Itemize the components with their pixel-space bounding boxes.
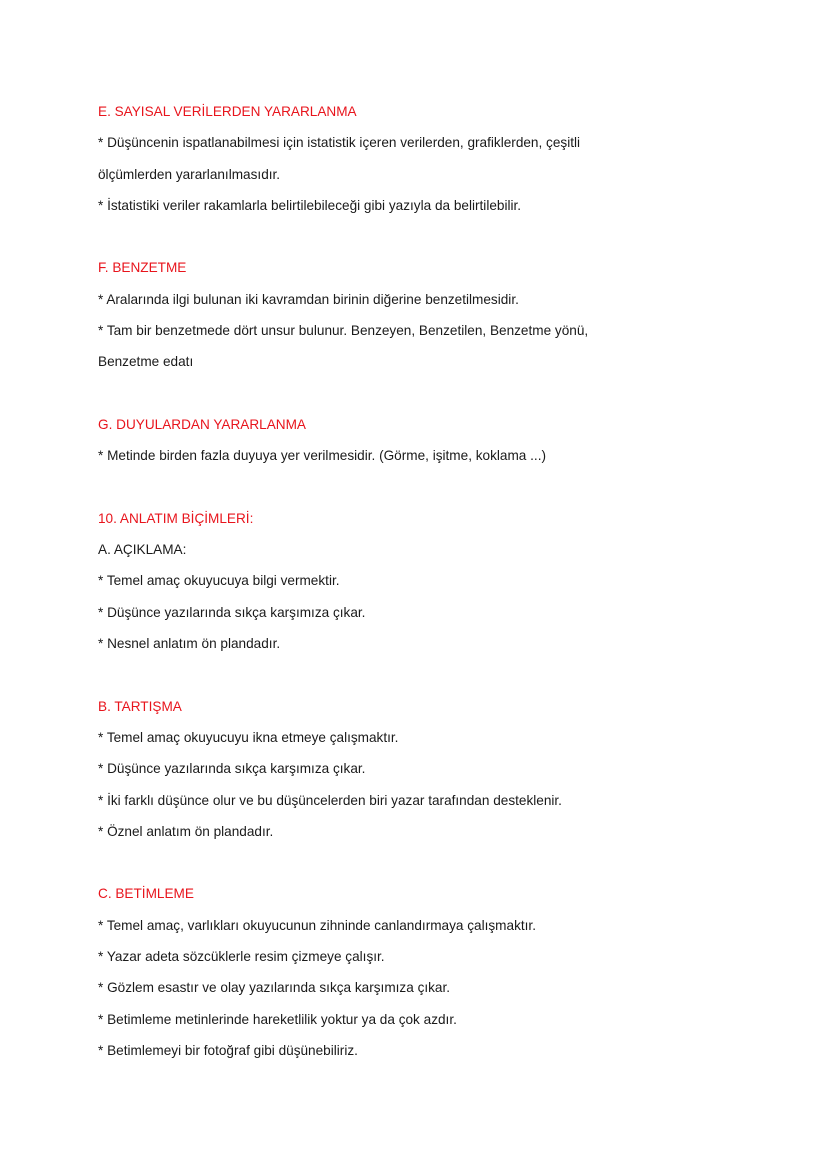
section-heading: B. TARTIŞMA (98, 698, 182, 714)
section-text-line: * Temel amaç okuyucuyu ikna etmeye çalışmaktır. (98, 729, 399, 745)
section-tartisma (98, 691, 798, 847)
section-heading: F. BENZETME (98, 260, 187, 276)
section-text-line: * Düşünce yazılarında sıkça karşımıza çıkar. (98, 761, 366, 777)
section-text-line: ölçümlerden yararlanılmasıdır. (98, 166, 281, 182)
section-heading: G. DUYULARDAN YARARLANMA (98, 416, 306, 432)
spacer (98, 659, 798, 690)
spacer (98, 847, 798, 878)
section-text-line: * İki farklı düşünce olur ve bu düşüncelerden biri yazar tarafından desteklenir. (98, 792, 562, 808)
spacer (98, 221, 798, 252)
spacer (98, 472, 798, 503)
section-benzetme (98, 252, 798, 377)
document-page (98, 96, 798, 1066)
section-text-line: * Tam bir benzetmede dört unsur bulunur. Benzeyen, Benzetilen, Benzetme yönü, (98, 323, 589, 339)
section-heading: C. BETİMLEME (98, 886, 194, 902)
section-text-line: * Nesnel anlatım ön plandadır. (98, 636, 281, 652)
section-text-line: * Öznel anlatım ön plandadır. (98, 823, 274, 839)
section-text-line: Benzetme edatı (98, 354, 194, 370)
section-text-line: * Temel amaç okuyucuya bilgi vermektir. (98, 573, 340, 589)
subsection-title: A. AÇIKLAMA: (98, 542, 187, 558)
section-heading: 10. ANLATIM BİÇİMLERİ: (98, 510, 254, 526)
section-text-line: * Gözlem esastır ve olay yazılarında sıkça karşımıza çıkar. (98, 980, 451, 996)
section-sayisal-verilerden-yararlanma (98, 96, 798, 221)
section-anlatim-bicimleri (98, 503, 798, 659)
section-duyulardan-yararlanma (98, 409, 798, 472)
spacer (98, 378, 798, 409)
section-text-line: * Düşüncenin ispatlanabilmesi için istatistik içeren verilerden, grafiklerden, çeşitli (98, 135, 581, 151)
section-betimleme (98, 878, 798, 1066)
section-text-line: * Temel amaç, varlıkları okuyucunun zihninde canlandırmaya çalışmaktır. (98, 917, 536, 933)
section-text-line: * Aralarında ilgi bulunan iki kavramdan birinin diğerine benzetilmesidir. (98, 291, 519, 307)
section-text-line: * Betimleme metinlerinde hareketlilik yoktur ya da çok azdır. (98, 1011, 457, 1027)
section-text-line: * İstatistiki veriler rakamlarla belirtilebileceği gibi yazıyla da belirtilebilir. (98, 197, 522, 213)
section-text-line: * Metinde birden fazla duyuya yer verilmesidir. (Görme, işitme, koklama ...) (98, 448, 546, 464)
section-text-line: * Betimlemeyi bir fotoğraf gibi düşünebiliriz. (98, 1042, 358, 1058)
section-text-line: * Yazar adeta sözcüklerle resim çizmeye çalışır. (98, 949, 385, 965)
section-heading: E. SAYISAL VERİLERDEN YARARLANMA (98, 104, 357, 119)
section-text-line: * Düşünce yazılarında sıkça karşımıza çıkar. (98, 604, 366, 620)
